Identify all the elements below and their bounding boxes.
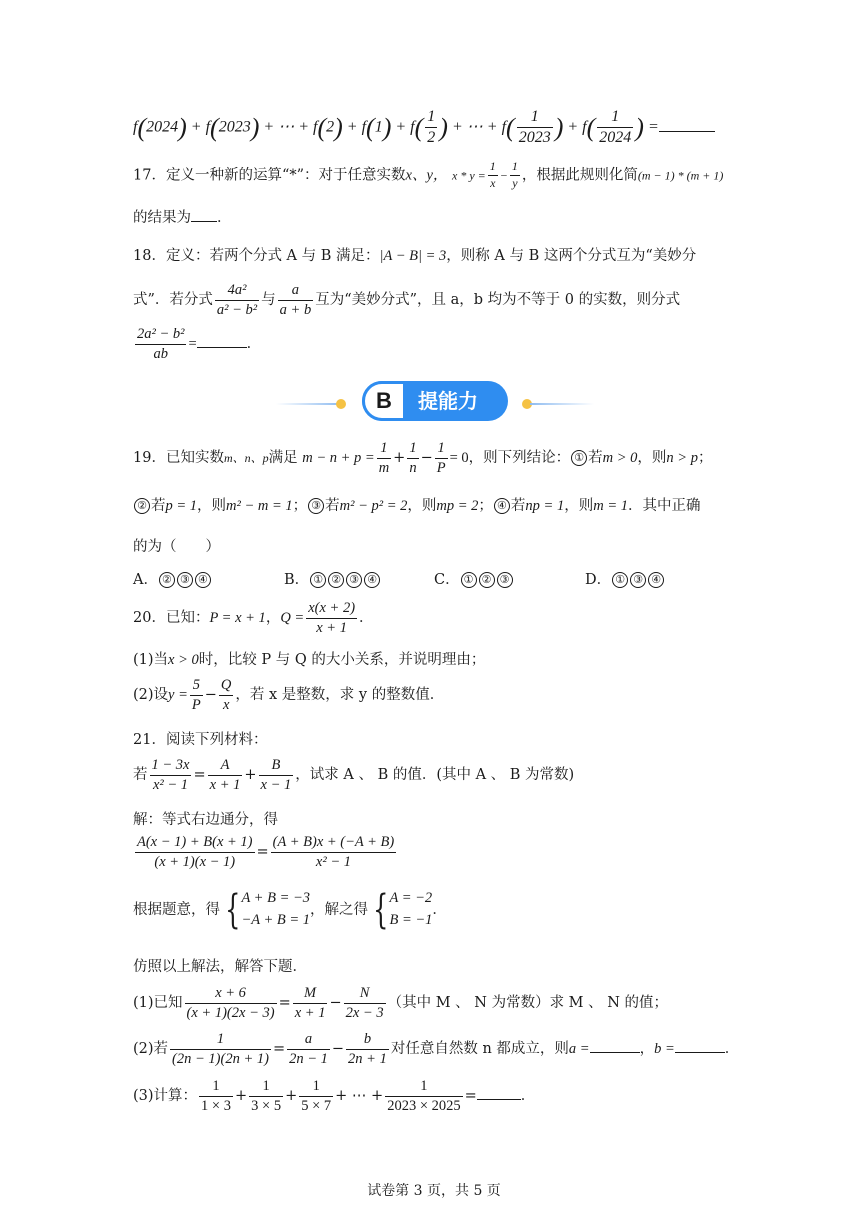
q19-option-d[interactable]: D． ① ③ ④ [585,568,665,589]
section-banner [362,381,508,421]
answer-blank [191,221,217,222]
q21-part2: (2)若 $\frac{1}{(2n - 1)(2n + 1)}$ = $\frac{a}{2n - 1}$ − $\frac{b}{2n + 1}$ 对任意自然数 n 都成立，则a = ，b = ． [133,1031,740,1067]
answer-blank [477,1099,521,1100]
q20-part1: (1)当x > 0时，比较 P 与 Q 的大小关系，并说明理由； [133,652,486,668]
banner-line-right [530,403,594,405]
q18-line3: $\frac{\text{2a² − b²}}{ab}$ = ． [137,326,262,362]
q19-line1: 19．已知实数m、n、p满足 m − n + p = $\frac{1}{m}$ + $\frac{1}{n}$ − $\frac{1}{P}$ = 0，则下列结论： ① 若m > 0，则n > p； [133,440,713,476]
q21-imitate: 仿照以上解法，解答下题． [133,959,307,975]
q21-given: 若 $\frac{1 - 3x}{\text{x² − 1}}$ = $\frac{A}{x + 1}$ + $\frac{B}{x - 1}$ ，试求 A 、 B 的值．(其中 A 、 B 为常数) [133,757,575,793]
banner-line-left [276,403,340,405]
answer-blank-a [590,1052,640,1053]
q21-part1: (1)已知 $\frac{x + 6}{(x + 1)(2x - 3)}$ = $\frac{M}{x + 1}$ − $\frac{N}{2x - 3}$ （其中 M 、 N 为常数）求 M 、 N 的值； [133,985,669,1021]
banner-letter-badge: B [362,381,406,421]
q21-solution-lead: 解：等式右边通分，得 [133,812,278,828]
q19-line3: 的为（ ） [133,539,220,555]
page-footer: 试卷第 3 页，共 5 页 [367,1183,501,1199]
q21-lead: 21．阅读下列材料： [133,732,268,748]
answer-blank [197,347,247,348]
q21-system: 根据题意，得 { A + B = −3 −A + B = 1 ，解之得 { A = −2 B = −1 ． [133,886,447,933]
q18-line1: 18．定义：若两个分式 A 与 B 满足：|A − B| = 3，则称 A 与 B 这两个分式互为“美妙分 [133,248,697,264]
answer-blank-b [675,1052,725,1053]
q18-line2: 式”．若分式 $\frac{\text{4a²}}{\text{a² − b²}}$ 与 $\frac{a}{a + b}$ 互为“美妙分式”，且 a，b 均为不等于 0 的实数，则分式 [133,282,681,318]
q21-solution-eq: $\frac{A(x - 1) + B(x + 1)}{(x + 1)(x - 1)}$ = $\frac{(A + B)x + (-A + B)}{\text{x² − 1}}$ [137,834,395,870]
banner-title: 提能力 [418,389,478,413]
q19-line2: ② 若p = 1，则m² − m = 1； ③ 若m² − p² = 2，则mp = 2； ④ 若np = 1，则m = 1．其中正确 [133,494,700,515]
q20-part2: (2)设y = $\frac{5}{P}$ − $\frac{Q}{x}$ ，若 x 是整数，求 y 的整数值． [133,677,445,713]
q16-line: f(2024) + f(2023) + ⋯ + f(2) + f(1) + f( $\frac{1}{2}$ ) + ⋯ + f( $\frac{1}{2023}$ ) + f( $\frac{1}{2024}$ ) = [133,108,715,148]
answer-blank [659,131,715,132]
q19-option-b[interactable]: B． ① ② ③ ④ [284,568,381,589]
q19-option-a[interactable]: A． ② ③ ④ [133,568,212,589]
q17-line1: 17．定义一种新的运算“*”：对于任意实数x、y， x * y = $\frac{1}{x}$ − $\frac{1}{y}$ ，根据此规则化简(m − 1) * (m + 1) [133,159,724,190]
q21-part3: (3)计算： $\frac{1}{1 \times 3}$ + $\frac{1}{3 \times 5}$ + $\frac{1}{5 \times 7}$ + ⋯ + $\frac{1}{2023 \times 2025}$ = ． [133,1078,536,1114]
q17-line2: 的结果为 ． [133,210,232,226]
q19-option-c[interactable]: C． ① ② ③ [434,568,514,589]
banner-dot-left [336,399,346,409]
q20-line1: 20．已知：P = x + 1，Q = $\frac{x(x + 2)}{x + 1}$ ． [133,600,374,636]
